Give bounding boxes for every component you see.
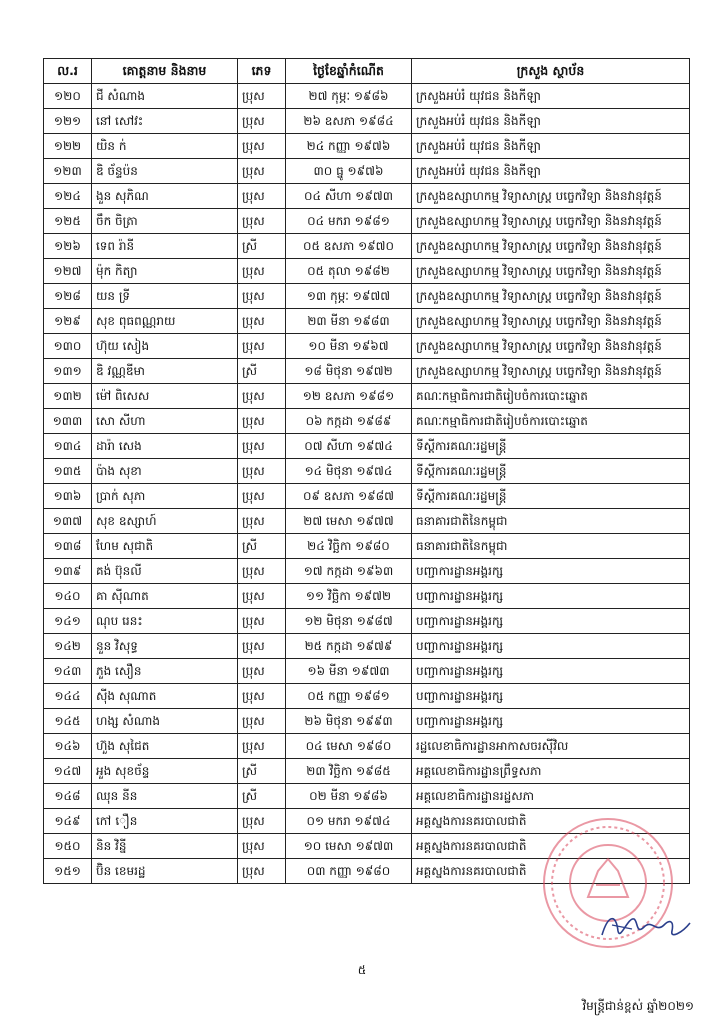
- cell-sex: ប្រុស: [238, 384, 286, 409]
- cell-sex: ប្រុស: [238, 184, 286, 209]
- cell-name: សុខ ពុធពណ្ណរាយ: [92, 309, 238, 334]
- cell-sex: ប្រុស: [238, 459, 286, 484]
- footer-note: វិមន្ត្រីជាន់ខ្ពស់ ឆ្នាំ២០២១: [582, 999, 694, 1013]
- header-name: គោត្តនាម និងនាម: [92, 59, 238, 84]
- cell-no: ១២៤: [44, 184, 92, 209]
- cell-ministry: ធនាគារជាតិនៃកម្ពុជា: [412, 534, 690, 559]
- cell-dob: ១៤ មិថុនា ១៩៧៤: [286, 459, 412, 484]
- cell-ministry: បញ្ជាការដ្ឋានអង្គរក្ស: [412, 634, 690, 659]
- header-no: ល.រ: [44, 59, 92, 84]
- cell-dob: ០២ មីនា ១៩៨៦: [286, 784, 412, 809]
- cell-ministry: ក្រសួងឧស្សាហកម្ម វិទ្យាសាស្ត្រ បច្ចេកវិទ្យា និងនវានុវត្តន៍: [412, 359, 690, 384]
- cell-dob: ២៦ ឧសភា ១៩៨៤: [286, 109, 412, 134]
- cell-dob: ១៧ កក្កដា ១៩៦៣: [286, 559, 412, 584]
- cell-ministry: អគ្គស្នងការនគរបាលជាតិ: [412, 859, 690, 884]
- cell-name: ឌិ វណ្ណឌីមា: [92, 359, 238, 384]
- cell-ministry: អគ្គស្នងការនគរបាលជាតិ: [412, 809, 690, 834]
- cell-name: ហ៊ួង សុជៃត: [92, 734, 238, 759]
- cell-name: ចឹក ចិត្រា: [92, 209, 238, 234]
- cell-no: ១៤៦: [44, 734, 92, 759]
- roster-table: [43, 58, 690, 884]
- header-dob: ថ្ងៃខែឆ្នាំកំណើត: [286, 59, 412, 84]
- cell-no: ១២៦: [44, 234, 92, 259]
- cell-no: ១៤១: [44, 609, 92, 634]
- cell-sex: ប្រុស: [238, 584, 286, 609]
- table-row: [44, 234, 690, 259]
- cell-ministry: ក្រសួងឧស្សាហកម្ម វិទ្យាសាស្ត្រ បច្ចេកវិទ្យា និងនវានុវត្តន៍: [412, 209, 690, 234]
- cell-ministry: ក្រសួងអប់រំ យុវជន និងកីឡា: [412, 134, 690, 159]
- cell-no: ១៣៦: [44, 484, 92, 509]
- cell-dob: ១០ មីនា ១៩៦៧: [286, 334, 412, 359]
- cell-name: ងួន សុភិណ: [92, 184, 238, 209]
- cell-sex: ប្រុស: [238, 309, 286, 334]
- cell-name: គង់ ប៊ុនលី: [92, 559, 238, 584]
- table-row: [44, 409, 690, 434]
- table-row: [44, 134, 690, 159]
- table-row: [44, 359, 690, 384]
- cell-dob: ២៣ មីនា ១៩៨៣: [286, 309, 412, 334]
- cell-sex: ប្រុស: [238, 734, 286, 759]
- cell-name: ម៉ៅ ពិសេស: [92, 384, 238, 409]
- cell-dob: ១២ ឧសភា ១៩៨១: [286, 384, 412, 409]
- table-row: [44, 184, 690, 209]
- roster-body: [44, 84, 690, 884]
- cell-ministry: ក្រសួងឧស្សាហកម្ម វិទ្យាសាស្ត្រ បច្ចេកវិទ្យា និងនវានុវត្តន៍: [412, 284, 690, 309]
- cell-no: ១៣០: [44, 334, 92, 359]
- table-row: [44, 784, 690, 809]
- cell-sex: ប្រុស: [238, 434, 286, 459]
- cell-dob: ០១ មករា ១៩៧៤: [286, 809, 412, 834]
- cell-ministry: អគ្គលេខាធិការដ្ឋានព្រឹទ្ធសភា: [412, 759, 690, 784]
- table-row: [44, 509, 690, 534]
- cell-ministry: ក្រសួងអប់រំ យុវជន និងកីឡា: [412, 159, 690, 184]
- cell-name: នួន វិសុទ្ធ: [92, 634, 238, 659]
- cell-sex: ស្រី: [238, 759, 286, 784]
- cell-ministry: គណៈកម្មាធិការជាតិរៀបចំការបោះឆ្នោត: [412, 384, 690, 409]
- header-row: [44, 59, 690, 84]
- header-ministry: ក្រសួង ស្ថាប័ន: [412, 59, 690, 84]
- cell-sex: ស្រី: [238, 359, 286, 384]
- table-row: [44, 684, 690, 709]
- cell-name: យិន ក់: [92, 134, 238, 159]
- table-row: [44, 109, 690, 134]
- cell-no: ១៣៣: [44, 409, 92, 434]
- cell-name: ណុប រេនះ: [92, 609, 238, 634]
- cell-dob: ១៨ មិថុនា ១៩៧២: [286, 359, 412, 384]
- cell-name: ប៊ិន ខេមរដ្ឋ: [92, 859, 238, 884]
- cell-name: ជី សំណាង: [92, 84, 238, 109]
- cell-name: ឈុន នីន: [92, 784, 238, 809]
- cell-ministry: ក្រសួងអប់រំ យុវជន និងកីឡា: [412, 84, 690, 109]
- cell-dob: ១៦ មីនា ១៩៧៣: [286, 659, 412, 684]
- cell-sex: ប្រុស: [238, 609, 286, 634]
- cell-ministry: អគ្គលេខាធិការដ្ឋានរដ្ឋសភា: [412, 784, 690, 809]
- cell-no: ១៣៨: [44, 534, 92, 559]
- cell-dob: ១៣ កុម្ភៈ ១៩៧៧: [286, 284, 412, 309]
- cell-sex: ស្រី: [238, 234, 286, 259]
- cell-ministry: បញ្ជាការដ្ឋានអង្គរក្ស: [412, 584, 690, 609]
- cell-no: ១២៣: [44, 159, 92, 184]
- page-number: ៥: [357, 963, 367, 977]
- cell-sex: ប្រុស: [238, 709, 286, 734]
- cell-no: ១២៩: [44, 309, 92, 334]
- table-row: [44, 309, 690, 334]
- cell-no: ១៣៩: [44, 559, 92, 584]
- cell-dob: ០៣ កញ្ញា ១៩៨០: [286, 859, 412, 884]
- table-row: [44, 759, 690, 784]
- cell-name: ម៉ុក កិត្យា: [92, 259, 238, 284]
- cell-sex: ប្រុស: [238, 84, 286, 109]
- cell-dob: ១០ មេសា ១៩៧៣: [286, 834, 412, 859]
- cell-sex: ប្រុស: [238, 284, 286, 309]
- cell-no: ១២២: [44, 134, 92, 159]
- cell-no: ១៤៩: [44, 809, 92, 834]
- cell-dob: ០៩ ឧសភា ១៩៨៧: [286, 484, 412, 509]
- cell-ministry: ក្រសួងឧស្សាហកម្ម វិទ្យាសាស្ត្រ បច្ចេកវិទ្យា និងនវានុវត្តន៍: [412, 334, 690, 359]
- cell-ministry: ក្រសួងឧស្សាហកម្ម វិទ្យាសាស្ត្រ បច្ចេកវិទ្យា និងនវានុវត្តន៍: [412, 234, 690, 259]
- cell-ministry: អគ្គស្នងការនគរបាលជាតិ: [412, 834, 690, 859]
- cell-dob: ២៥ កក្កដា ១៩៧៩: [286, 634, 412, 659]
- cell-no: ១៣៧: [44, 509, 92, 534]
- cell-ministry: ក្រសួងឧស្សាហកម្ម វិទ្យាសាស្ត្រ បច្ចេកវិទ្យា និងនវានុវត្តន៍: [412, 309, 690, 334]
- cell-no: ១៤៣: [44, 659, 92, 684]
- cell-sex: ប្រុស: [238, 859, 286, 884]
- table-row: [44, 534, 690, 559]
- cell-sex: ប្រុស: [238, 334, 286, 359]
- cell-dob: ១២ មិថុនា ១៩៨៧: [286, 609, 412, 634]
- cell-dob: ២៧ មេសា ១៩៧៧: [286, 509, 412, 534]
- cell-name: ហង្ស សំណាង: [92, 709, 238, 734]
- table-row: [44, 84, 690, 109]
- cell-name: ទេព រ៉ានី: [92, 234, 238, 259]
- cell-dob: ២៧ កុម្ភៈ ១៩៨៦: [286, 84, 412, 109]
- table-row: [44, 484, 690, 509]
- cell-dob: ០៦ កក្កដា ១៩៨៩: [286, 409, 412, 434]
- table-row: [44, 384, 690, 409]
- cell-no: ១៤៧: [44, 759, 92, 784]
- cell-no: ១៤៤: [44, 684, 92, 709]
- table-row: [44, 209, 690, 234]
- cell-ministry: បញ្ជាការដ្ឋានអង្គរក្ស: [412, 709, 690, 734]
- cell-no: ១៤៨: [44, 784, 92, 809]
- cell-name: ស៊ីង សុណាត: [92, 684, 238, 709]
- cell-name: ឌិ ច័ន្ទប៉ន: [92, 159, 238, 184]
- cell-ministry: ធនាគារជាតិនៃកម្ពុជា: [412, 509, 690, 534]
- cell-dob: ២៤ កញ្ញា ១៩៧៦: [286, 134, 412, 159]
- cell-name: ភួង សឿន: [92, 659, 238, 684]
- cell-dob: ០៥ ឧសភា ១៩៧០: [286, 234, 412, 259]
- cell-sex: ប្រុស: [238, 409, 286, 434]
- cell-sex: ប្រុស: [238, 109, 286, 134]
- cell-no: ១៣៤: [44, 434, 92, 459]
- table-row: [44, 459, 690, 484]
- cell-ministry: បញ្ជាការដ្ឋានអង្គរក្ស: [412, 684, 690, 709]
- cell-name: សោ សីហា: [92, 409, 238, 434]
- cell-no: ១២០: [44, 84, 92, 109]
- cell-sex: ប្រុស: [238, 159, 286, 184]
- table-row: [44, 659, 690, 684]
- cell-name: ហ៊ុយ សៀង: [92, 334, 238, 359]
- cell-dob: ២៤ វិច្ឆិកា ១៩៨០: [286, 534, 412, 559]
- cell-name: កៅ ឿន: [92, 809, 238, 834]
- cell-name: ហែម សុជាតិ: [92, 534, 238, 559]
- cell-dob: ២៣ វិច្ឆិកា ១៩៨៥: [286, 759, 412, 784]
- cell-name: គា ស៊ីណាត: [92, 584, 238, 609]
- cell-dob: ០៥ តុលា ១៩៨២: [286, 259, 412, 284]
- table-row: [44, 609, 690, 634]
- signature-icon: [598, 905, 694, 945]
- cell-dob: ០៤ មករា ១៩៨១: [286, 209, 412, 234]
- header-sex: ភេទ: [238, 59, 286, 84]
- cell-sex: ប្រុស: [238, 809, 286, 834]
- cell-name: នៅ សៅវះ: [92, 109, 238, 134]
- cell-sex: ស្រី: [238, 534, 286, 559]
- cell-sex: ប្រុស: [238, 259, 286, 284]
- cell-ministry: ក្រសួងអប់រំ យុវជន និងកីឡា: [412, 109, 690, 134]
- cell-no: ១២៨: [44, 284, 92, 309]
- cell-no: ១២៧: [44, 259, 92, 284]
- cell-name: សុខ ឧស្សាហ៍: [92, 509, 238, 534]
- cell-name: ប៉ាង សុខា: [92, 459, 238, 484]
- cell-sex: ប្រុស: [238, 659, 286, 684]
- cell-sex: ប្រុស: [238, 509, 286, 534]
- cell-dob: ០៥ កញ្ញា ១៩៨១: [286, 684, 412, 709]
- cell-name: ប្រាក់ សុភា: [92, 484, 238, 509]
- cell-no: ១៣៥: [44, 459, 92, 484]
- cell-dob: ១១ វិច្ឆិកា ១៩៧២: [286, 584, 412, 609]
- cell-sex: ប្រុស: [238, 684, 286, 709]
- table-row: [44, 634, 690, 659]
- cell-sex: ប្រុស: [238, 134, 286, 159]
- table-row: [44, 284, 690, 309]
- cell-sex: ប្រុស: [238, 484, 286, 509]
- cell-ministry: បញ្ជាការដ្ឋានអង្គរក្ស: [412, 559, 690, 584]
- cell-dob: ២៦ មិថុនា ១៩៩៣: [286, 709, 412, 734]
- cell-ministry: បញ្ជាការដ្ឋានអង្គរក្ស: [412, 659, 690, 684]
- cell-no: ១៤២: [44, 634, 92, 659]
- cell-sex: ប្រុស: [238, 634, 286, 659]
- cell-sex: ប្រុស: [238, 209, 286, 234]
- cell-ministry: ទីស្តីការគណៈរដ្ឋមន្ត្រី: [412, 434, 690, 459]
- cell-no: ១២៥: [44, 209, 92, 234]
- cell-ministry: ទីស្តីការគណៈរដ្ឋមន្ត្រី: [412, 484, 690, 509]
- table-row: [44, 159, 690, 184]
- cell-name: ដារ៉ា សេង: [92, 434, 238, 459]
- cell-dob: ០៤ សីហា ១៩៧៣: [286, 184, 412, 209]
- cell-no: ១៣២: [44, 384, 92, 409]
- table-row: [44, 559, 690, 584]
- cell-no: ១៥០: [44, 834, 92, 859]
- cell-ministry: បញ្ជាការដ្ឋានអង្គរក្ស: [412, 609, 690, 634]
- cell-dob: ៣០ ធ្នូ ១៩៧៦: [286, 159, 412, 184]
- cell-no: ១៥១: [44, 859, 92, 884]
- cell-name: អួង សុខច័ន្ទ: [92, 759, 238, 784]
- cell-ministry: ក្រសួងឧស្សាហកម្ម វិទ្យាសាស្ត្រ បច្ចេកវិទ្យា និងនវានុវត្តន៍: [412, 259, 690, 284]
- cell-dob: ០៧ សីហា ១៩៧៤: [286, 434, 412, 459]
- cell-dob: ០៤ មេសា ១៩៨០: [286, 734, 412, 759]
- cell-no: ១២១: [44, 109, 92, 134]
- cell-sex: ប្រុស: [238, 559, 286, 584]
- cell-ministry: ក្រសួងឧស្សាហកម្ម វិទ្យាសាស្ត្រ បច្ចេកវិទ្យា និងនវានុវត្តន៍: [412, 184, 690, 209]
- cell-no: ១៣១: [44, 359, 92, 384]
- table-row: [44, 734, 690, 759]
- table-row: [44, 434, 690, 459]
- table-row: [44, 259, 690, 284]
- cell-sex: ប្រុស: [238, 834, 286, 859]
- cell-name: យន ទ្រី: [92, 284, 238, 309]
- cell-ministry: គណៈកម្មាធិការជាតិរៀបចំការបោះឆ្នោត: [412, 409, 690, 434]
- cell-no: ១៤០: [44, 584, 92, 609]
- table-row: [44, 584, 690, 609]
- cell-name: និន វិន្នី: [92, 834, 238, 859]
- table-row: [44, 334, 690, 359]
- cell-ministry: រដ្ឋលេខាធិការដ្ឋានអាកាសចរស៊ីវិល: [412, 734, 690, 759]
- cell-sex: ស្រី: [238, 784, 286, 809]
- cell-no: ១៤៥: [44, 709, 92, 734]
- cell-ministry: ទីស្តីការគណៈរដ្ឋមន្ត្រី: [412, 459, 690, 484]
- table-row: [44, 709, 690, 734]
